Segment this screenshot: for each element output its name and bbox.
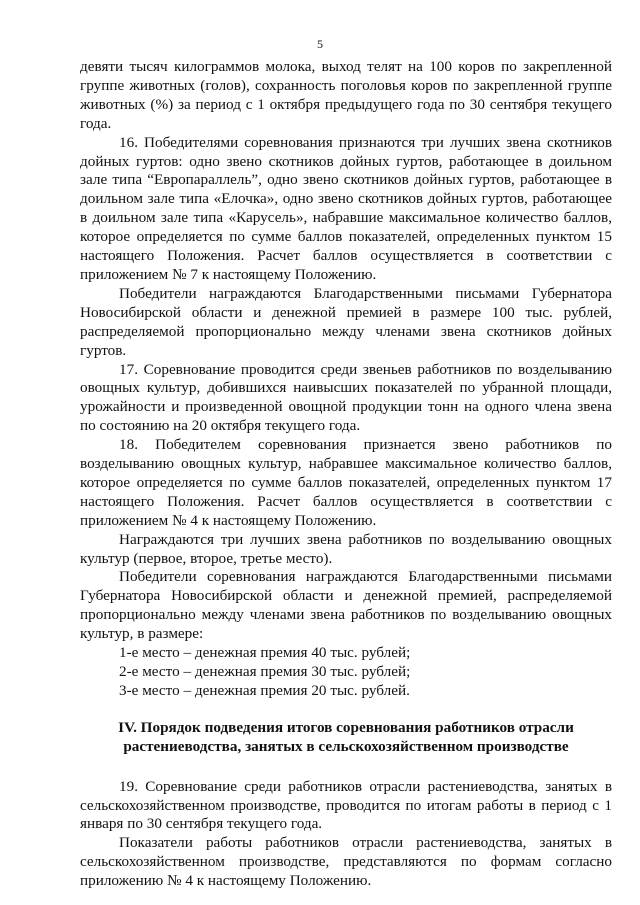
document-body [80, 58, 612, 891]
prize-second-place: 2-е место – денежная премия 30 тыс. рублей; [119, 663, 411, 680]
paragraph-awards-count: Награждаются три лучших звена работников по возделыванию овощных культур (первое, второе, третье место). [80, 530, 612, 567]
paragraph-item-19: 19. Соревнование среди работников отрасли растениеводства, занятых в сельскохозяйственном производстве, проводится по итогам работы в период с 1 января по 30 сентября текущего года. [80, 777, 612, 833]
section-title-line-1: IV. Порядок подведения итогов соревнования работников отрасли [118, 718, 574, 736]
prize-first-place: 1-е место – денежная премия 40 тыс. рублей; [119, 644, 411, 662]
prize-third-place: 3-е место – денежная премия 20 тыс. рублей. [119, 681, 410, 699]
paragraph-awards-18: Победители соревнования награждаются Благодарственными письмами Губернатора Новосибирской области и денежной премией, распределяемой пропорционально между членами звена работников по возделыванию овощных культур, в размере: [80, 568, 612, 643]
section-title [80, 719, 612, 757]
paragraph-continuation: девяти тысяч килограммов молока, выход телят на 100 коров по закрепленной группе животных (голов), сохранность поголовья коров по закрепленной группе животных (%) за период с 1 октября предыдущего года по 30 сентября текущего года. [80, 58, 612, 132]
paragraph-item-17: 17. Соревнование проводится среди звеньев работников по возделыванию овощных культур, добившихся наивысших показателей по убранной площади, урожайности и произведенной овощной продукции тонн на одного члена звена по состоянию на 20 октября текущего года. [80, 360, 612, 435]
paragraph-item-18: 18. Победителем соревнования признается звено работников по возделыванию овощных культур, набравшее максимальное количество баллов, которое определяется по сумме баллов показателей, определенных пунктом 17 настоящего Положения. Расчет баллов осуществляется в соответствии с приложением № 4 к настоящему Положению. [80, 436, 612, 529]
section-title-line-2: растениеводства, занятых в сельскохозяйственном производстве [123, 737, 569, 755]
paragraph-awards-16: Победители награждаются Благодарственными письмами Губернатора Новосибирской области и денежной премией в размере 100 тыс. рублей, распределяемой пропорционально между членами звена скотников дойных гуртов. [80, 284, 612, 359]
page-number: 5 [317, 37, 323, 51]
paragraph-indicators: Показатели работы работников отрасли растениеводства, занятых в сельскохозяйственном производстве, представляются по формам согласно приложению № 4 к настоящему Положению. [80, 834, 612, 890]
paragraph-item-16: 16. Победителями соревнования признаются три лучших звена скотников дойных гуртов: одно звено скотников дойных гуртов, работающее в доильном зале типа “Европараллель”, одно звено скотников дойных гуртов, работающее в доильном зале типа «Елочка», одно звено скотников дойных гуртов, работающее в доильном зале типа «Карусель», набравшие максимальное количество баллов, которое определяется по сумме баллов показателей, определенных пунктом 15 настоящего Положения. Расчет баллов осуществляется в соответствии с приложением № 7 к настоящему Положению. [80, 133, 612, 283]
